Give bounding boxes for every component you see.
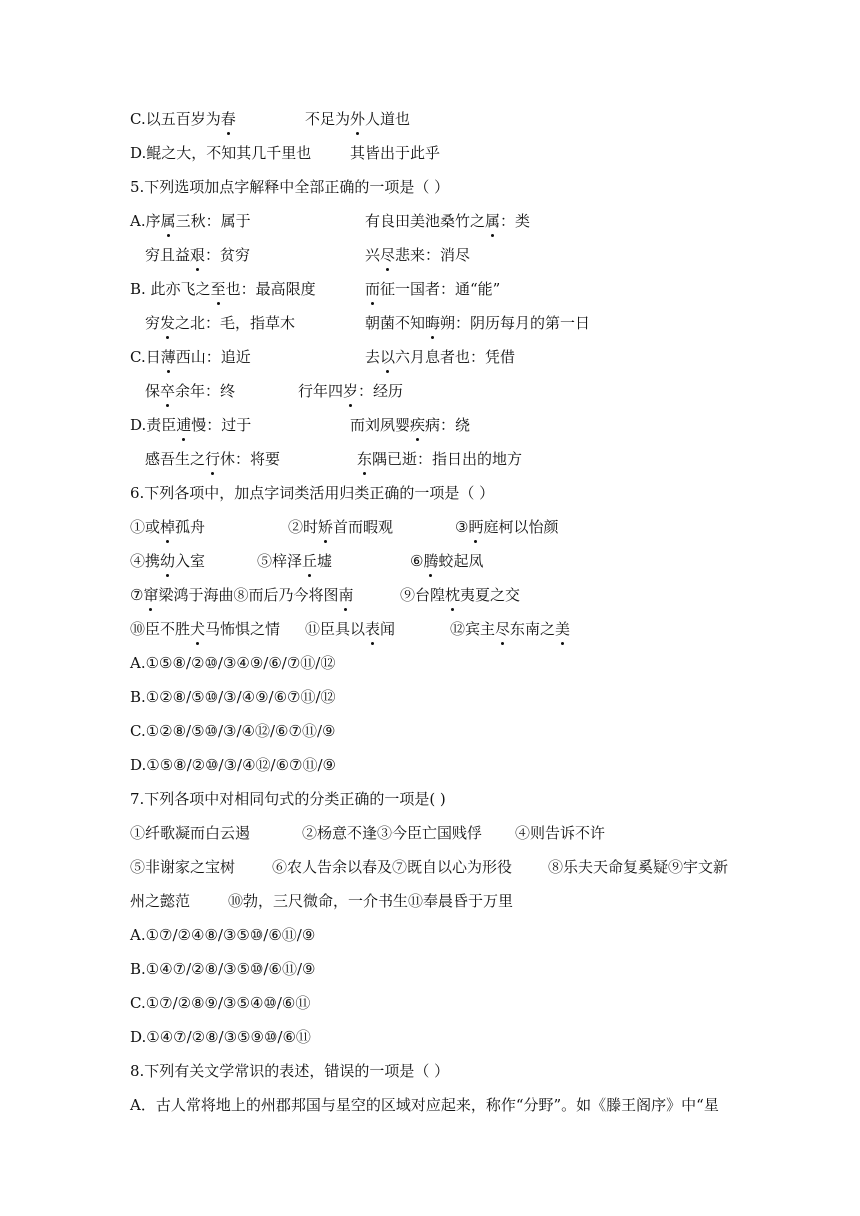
text-run: A．古人常将地上的州郡邦国与星空的区域对应起来，称作“分野”。如《滕王阁序》中“星: [130, 1096, 719, 1114]
text-run: 兴: [365, 246, 381, 264]
text-line: [130, 718, 850, 744]
text-segment: [130, 518, 205, 536]
text-run: D.责臣: [130, 416, 177, 434]
text-line: [130, 956, 850, 982]
text-line: [130, 208, 850, 234]
dotted-character: 薄: [161, 344, 176, 370]
text-run: 三秋：属于: [175, 212, 251, 230]
text-line: [145, 378, 860, 404]
dotted-character: 以: [380, 344, 395, 370]
text-segment: [130, 790, 446, 808]
text-line: [130, 786, 850, 812]
text-line: [130, 582, 850, 608]
text-run: B. 此亦飞之: [130, 280, 211, 298]
text-run: ：贫穷: [205, 246, 251, 264]
text-run: C.日: [130, 348, 161, 366]
text-run: ①纤歌凝而白云遏: [130, 824, 251, 842]
text-segment: [130, 960, 315, 978]
text-line: [130, 276, 850, 302]
text-run: 慢：过于: [191, 416, 252, 434]
text-segment: [455, 514, 558, 540]
text-segment: [145, 314, 295, 332]
text-segment: [272, 854, 512, 880]
dotted-character: 表: [365, 616, 380, 642]
text-segment: [130, 722, 335, 740]
text-run: ⑫宾主: [450, 620, 496, 638]
text-run: D.鲲之大，不知其几千里也: [130, 144, 312, 162]
text-line: [130, 140, 850, 166]
text-segment: [130, 756, 336, 774]
dotted-character: 属: [485, 208, 500, 234]
text-run: ：类: [500, 212, 531, 230]
text-segment: [130, 416, 251, 434]
text-segment: [365, 242, 470, 268]
text-run: A.序: [130, 212, 161, 230]
text-segment: [410, 548, 483, 574]
dotted-character: 窜: [143, 582, 158, 608]
dotted-character: 春: [221, 106, 236, 132]
text-line: [130, 1092, 850, 1118]
text-run: 穷且益: [145, 246, 191, 264]
text-run: ⑤非谢家之宝树: [130, 858, 236, 876]
dotted-character: 疾: [410, 412, 425, 438]
text-segment: [130, 144, 311, 162]
text-segment: [130, 926, 315, 944]
text-run: 梁鸿于海曲⑧而后乃今将图: [158, 586, 339, 604]
dotted-character: 幼: [160, 548, 175, 574]
text-run: D.①④⑦/②⑧/③⑤⑨⑩/⑥⑪: [130, 1028, 311, 1046]
text-line: [130, 412, 850, 438]
text-run: ⑦: [130, 586, 144, 604]
text-run: ：经历: [358, 382, 404, 400]
text-segment: [130, 824, 250, 842]
text-segment: [130, 110, 236, 128]
text-segment: [130, 212, 251, 230]
text-segment: [130, 280, 316, 298]
text-run: ①或: [130, 518, 161, 536]
text-segment: [302, 820, 482, 846]
text-run: 去: [365, 348, 381, 366]
text-run: ③: [455, 518, 469, 536]
text-run: 夷夏之交: [460, 586, 521, 604]
text-run: 闻: [380, 620, 396, 638]
text-line: [130, 820, 850, 846]
text-run: 首而暇观: [333, 518, 394, 536]
text-run: 孤舟: [175, 518, 206, 536]
text-line: [130, 684, 850, 710]
text-run: ⑥农人告余以春及⑦既自以心为形役: [272, 858, 513, 876]
text-segment: [365, 208, 530, 234]
text-run: 朝菌不知: [365, 314, 426, 332]
text-segment: [365, 310, 590, 336]
dotted-character: 东: [357, 446, 372, 472]
text-segment: [130, 1062, 449, 1080]
text-segment: [130, 178, 449, 196]
text-line: [130, 174, 850, 200]
text-line: [130, 514, 850, 540]
text-segment: [145, 450, 280, 468]
text-run: 入室: [175, 552, 206, 570]
text-run: 朔：阴历每月的第一日: [440, 314, 591, 332]
text-segment: [130, 892, 190, 910]
text-segment: [145, 382, 235, 400]
dotted-character: 发: [160, 310, 175, 336]
dotted-character: 棹: [160, 514, 175, 540]
text-run: 庭柯以怡颜: [483, 518, 559, 536]
text-segment: [288, 514, 393, 540]
text-run: 蛟起凤: [438, 552, 484, 570]
dotted-character: 逋: [176, 412, 191, 438]
text-line: [130, 548, 850, 574]
text-run: 州之懿范: [130, 892, 191, 910]
text-run: 六月息者也：凭借: [395, 348, 516, 366]
text-line: [145, 242, 860, 268]
text-segment: [130, 654, 335, 672]
dotted-character: 美: [555, 616, 570, 642]
dotted-character: 丘: [302, 548, 317, 574]
text-segment: [228, 888, 513, 914]
text-segment: [365, 276, 500, 302]
text-run: ⑩臣不胜: [130, 620, 191, 638]
text-run: 休：将要: [220, 450, 281, 468]
text-segment: [130, 348, 251, 366]
dotted-character: 而: [365, 276, 380, 302]
text-segment: [130, 484, 494, 502]
text-segment: [365, 344, 515, 370]
text-run: 余年：终: [175, 382, 236, 400]
text-run: 不足为: [305, 110, 351, 128]
text-segment: [257, 548, 332, 574]
text-run: 其皆出于此乎: [350, 144, 441, 162]
text-run: 之北：毛，指草木: [175, 314, 296, 332]
text-segment: [145, 246, 250, 264]
text-run: 悲来：消尽: [395, 246, 471, 264]
text-run: 西山：追近: [175, 348, 251, 366]
text-run: ⑧乐夫天命复奚疑⑨宇文新: [548, 858, 729, 876]
text-line: [130, 480, 850, 506]
text-run: 感吾生之: [145, 450, 206, 468]
text-run: A.①⑦/②④⑧/③⑤⑩/⑥⑪/⑨: [130, 926, 316, 944]
dotted-character: 属: [161, 208, 176, 234]
text-run: C.①⑦/②⑧⑨/③⑤④⑩/⑥⑪: [130, 994, 311, 1012]
text-run: ④则告诉不许: [515, 824, 606, 842]
text-segment: [357, 446, 522, 472]
text-run: B.①④⑦/②⑧/③⑤⑩/⑥⑪/⑨: [130, 960, 316, 978]
text-segment: [450, 616, 570, 642]
text-run: 马怖惧之情: [205, 620, 281, 638]
text-segment: [130, 586, 354, 604]
dotted-character: 尽: [380, 242, 395, 268]
text-run: ②杨意不逢③今臣亡国贱俘: [302, 824, 483, 842]
text-run: ②时: [288, 518, 319, 536]
text-run: 穷: [145, 314, 161, 332]
text-run: 有良田美池桑竹之: [365, 212, 486, 230]
text-run: 保: [145, 382, 161, 400]
dotted-character: 晦: [425, 310, 440, 336]
text-line: [130, 888, 850, 914]
text-run: 墟: [317, 552, 333, 570]
text-segment: [305, 616, 395, 642]
text-line: [130, 752, 850, 778]
text-run: 7.下列各项中对相同句式的分类正确的一项是( ): [130, 790, 446, 808]
dotted-character: 至: [211, 276, 226, 302]
text-run: 隅已逝：指日出的地方: [372, 450, 523, 468]
text-segment: [130, 620, 280, 638]
dotted-character: 枕: [445, 582, 460, 608]
text-line: [130, 106, 850, 132]
text-line: [145, 310, 860, 336]
text-run: ⑤梓泽: [257, 552, 303, 570]
text-run: D.①⑤⑧/②⑩/③/④⑫/⑥⑦⑪/⑨: [130, 756, 337, 774]
text-line: [130, 922, 850, 948]
text-run: ⑨台隍: [400, 586, 446, 604]
text-run: 征一国者：通“能”: [380, 280, 501, 298]
text-line: [130, 650, 850, 676]
text-run: 人道也: [365, 110, 411, 128]
text-line: [145, 446, 860, 472]
dotted-character: 矫: [318, 514, 333, 540]
text-segment: [305, 106, 410, 132]
text-segment: [350, 140, 440, 166]
text-segment: [548, 854, 728, 880]
text-segment: [130, 858, 235, 876]
text-line: [130, 1058, 850, 1084]
text-run: 东南之: [510, 620, 556, 638]
text-run: C.以五百岁为: [130, 110, 221, 128]
text-segment: [515, 820, 605, 846]
dotted-character: 犬: [190, 616, 205, 642]
text-segment: [130, 552, 205, 570]
text-segment: [130, 1028, 311, 1046]
dotted-character: 尽: [495, 616, 510, 642]
text-run: 而刘夙婴: [350, 416, 411, 434]
text-run: ④携: [130, 552, 161, 570]
dotted-character: 岁: [343, 378, 358, 404]
text-segment: [298, 378, 403, 404]
text-segment: [130, 994, 310, 1012]
dotted-character: 行: [205, 446, 220, 472]
text-segment: [130, 1096, 719, 1114]
text-line: [130, 616, 850, 642]
text-run: ⑩勃，三尺微命，一介书生⑪奉晨昏于万里: [228, 892, 514, 910]
dotted-character: 卒: [160, 378, 175, 404]
text-run: 也：最高限度: [225, 280, 316, 298]
text-line: [130, 990, 850, 1016]
text-run: ⑪臣具以: [305, 620, 366, 638]
text-run: 8.下列有关文学常识的表述，错误的一项是（ ）: [130, 1062, 450, 1080]
text-run: C.①②⑧/⑤⑩/③/④⑫/⑥⑦⑪/⑨: [130, 722, 336, 740]
text-line: [130, 344, 850, 370]
dotted-character: 眄: [468, 514, 483, 540]
text-segment: [400, 582, 520, 608]
dotted-character: 南: [338, 582, 353, 608]
text-run: ⑥: [410, 552, 424, 570]
text-line: [130, 1024, 850, 1050]
text-segment: [130, 688, 336, 706]
dotted-character: 外: [350, 106, 365, 132]
text-run: 5.下列选项加点字解释中全部正确的一项是（ ）: [130, 178, 450, 196]
dotted-character: 艰: [190, 242, 205, 268]
text-run: 6.下列各项中，加点字词类活用归类正确的一项是（ ）: [130, 484, 495, 502]
text-run: 病：绕: [425, 416, 471, 434]
text-run: A.①⑤⑧/②⑩/③④⑨/⑥/⑦⑪/⑫: [130, 654, 336, 672]
text-run: 行年四: [298, 382, 344, 400]
text-run: B.①②⑧/⑤⑩/③/④⑨/⑥⑦⑪/⑫: [130, 688, 336, 706]
text-line: [130, 854, 850, 880]
text-segment: [350, 412, 470, 438]
dotted-character: 腾: [423, 548, 438, 574]
